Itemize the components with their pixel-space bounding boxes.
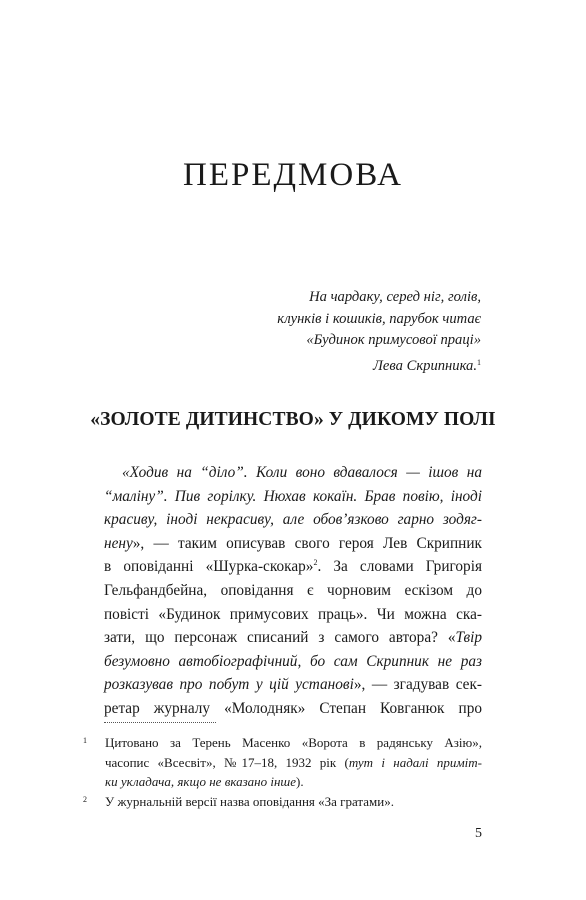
page-title: ПЕРЕДМОВА — [183, 157, 403, 193]
footnote-line: Цитовано за Терень Масенко «Ворота в радянську Азію», — [105, 735, 482, 750]
footnote — [83, 733, 482, 792]
footnote — [83, 792, 482, 812]
epigraph-line: «Будинок примусової праці» — [306, 332, 481, 348]
footnote-line: ки укладача, якщо не вказано інше). — [105, 774, 304, 789]
text-line: в оповіданні «Шурка-скокар»$^2$. За словами Григорія — [104, 558, 482, 576]
epigraph-line: На чардаку, серед ніг, голів, — [309, 289, 481, 305]
epigraph — [277, 287, 481, 377]
page-number: 5 — [475, 826, 482, 841]
epigraph-author: Лева Скрипника. — [373, 357, 477, 374]
text-line: Гельфандбейна, оповідання є чорновим ескізом до — [104, 581, 482, 599]
text-line: повісті «Будинок примусових праць». Чи можна ска- — [104, 605, 482, 623]
epigraph-line — [277, 352, 481, 378]
footnote-mark: 2 — [83, 794, 87, 804]
footnote-mark: 1 — [83, 736, 87, 745]
footnotes — [83, 733, 482, 811]
footnote-line: часопис «Всесвіт», №17–18, 1932 рік (тут і надалі приміт- — [105, 754, 482, 770]
text-line: зати, що персонаж списаний з самого автора? «Твір — [104, 629, 482, 647]
epigraph-line: клунків і кошиків, парубок читає — [277, 310, 481, 327]
footnote-ref: 2 — [313, 558, 318, 568]
footnote-line: У журнальній версії назва оповідання «За гратами». — [105, 793, 394, 809]
text-line: “маліну”. Пив горілку. Нюхав кокаїн. Брав повію, іноді — [104, 487, 482, 505]
section-heading: «ЗОЛОТЕ ДИТИНСТВО» У ДИКОМУ ПОЛІ — [90, 409, 496, 430]
text-line: розказував про побут у цій установі», — згадував сек- — [104, 676, 482, 694]
text-line: нену», — таким описував свого героя Лев Скрипник — [104, 534, 482, 552]
text-line: ретар журналу «Молодняк» Степан Ковганюк про — [104, 699, 482, 717]
text-line: «Ходив на “діло”. Коли воно вдавалося — ішов на — [122, 464, 482, 481]
body-paragraph — [104, 461, 482, 721]
text-line: красиву, іноді некрасиву, але обов’язково гарно зодяг- — [104, 511, 482, 529]
footnote-divider — [104, 722, 216, 723]
text-line: безумовно автобіографічний, бо сам Скрипник не раз — [104, 652, 482, 670]
footnote-ref: 1 — [477, 357, 481, 367]
